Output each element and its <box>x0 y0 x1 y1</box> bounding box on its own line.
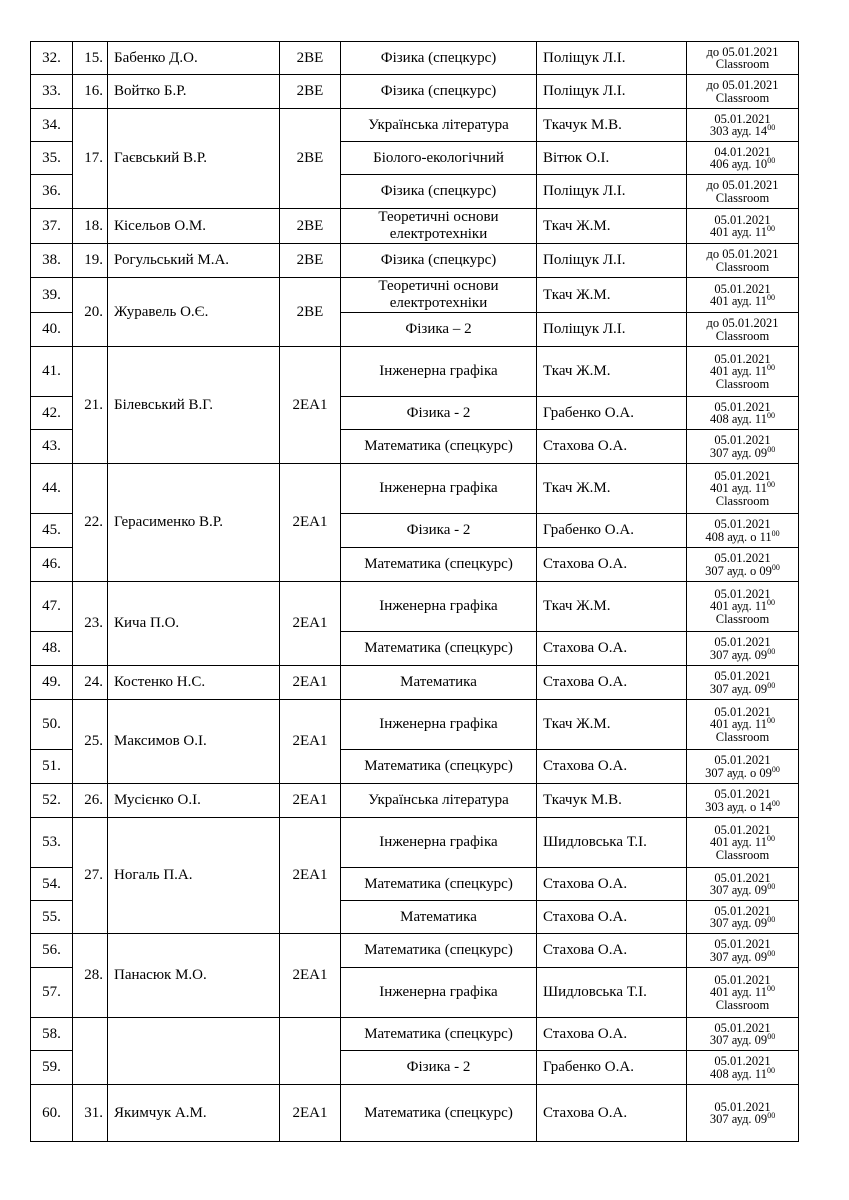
time-minutes-superscript: 00 <box>767 444 776 454</box>
date-location-cell <box>687 347 799 397</box>
student-index-cell: 18. <box>73 209 108 244</box>
room-time-line <box>689 680 796 696</box>
time-minutes-superscript: 00 <box>767 680 776 690</box>
student-name-cell: Панасюк М.О. <box>108 934 280 1018</box>
group-cell: 2ВЕ <box>280 109 341 209</box>
student-index-cell <box>73 1018 108 1085</box>
row-number-cell: 40. <box>31 313 73 347</box>
student-name-cell: Кича П.О. <box>108 582 280 666</box>
room-time-text: 307 ауд. 09 <box>709 1112 768 1126</box>
row-number-cell: 44. <box>31 464 73 514</box>
room-time-text: 401 ауд. 11 <box>710 481 767 496</box>
date-location-cell <box>687 784 799 818</box>
group-cell: 2ВЕ <box>280 209 341 244</box>
subject-cell: Математика <box>341 666 537 700</box>
subject-cell: Математика (спецкурс) <box>341 1085 537 1142</box>
teacher-cell: Поліщук Л.І. <box>537 42 687 75</box>
room-time-line <box>689 58 796 71</box>
student-name-cell: Бабенко Д.О. <box>108 42 280 75</box>
subject-cell: Українська література <box>341 784 537 818</box>
time-minutes-superscript: 00 <box>766 716 775 726</box>
teacher-cell: Грабенко О.А. <box>537 1051 687 1085</box>
subject-cell: Біолого-екологічний <box>341 142 537 175</box>
time-minutes-superscript: 00 <box>766 598 775 608</box>
teacher-cell: Вітюк О.І. <box>537 142 687 175</box>
date-location-cell <box>687 750 799 784</box>
room-time-line <box>689 192 796 205</box>
teacher-cell: Шидловська Т.І. <box>537 818 687 868</box>
platform-line: Classroom <box>715 729 770 744</box>
time-minutes-superscript: 00 <box>767 1031 776 1041</box>
group-cell: 2ВЕ <box>280 278 341 347</box>
time-minutes-superscript: 00 <box>766 834 775 844</box>
room-time-text: Classroom <box>715 259 770 274</box>
date-location-cell <box>687 514 799 548</box>
student-index-cell: 21. <box>73 347 108 464</box>
row-number-cell: 49. <box>31 666 73 700</box>
group-cell: 2ЕА1 <box>280 818 341 934</box>
student-index-cell: 20. <box>73 278 108 347</box>
room-time-text: 401 ауд. 11 <box>710 835 767 850</box>
teacher-cell: Грабенко О.А. <box>537 397 687 430</box>
date-location-cell <box>687 313 799 347</box>
teacher-cell: Стахова О.А. <box>537 632 687 666</box>
date-line: 05.01.2021 <box>714 1054 771 1068</box>
subject-cell: Інженерна графіка <box>341 582 537 632</box>
group-cell: 2ЕА1 <box>280 347 341 464</box>
room-time-line <box>689 881 796 897</box>
room-time-text: 401 ауд. 11 <box>710 294 767 308</box>
subject-cell: Математика (спецкурс) <box>341 934 537 968</box>
student-index-cell: 27. <box>73 818 108 934</box>
row-number-cell: 52. <box>31 784 73 818</box>
date-location-cell <box>687 968 799 1018</box>
date-line: 05.01.2021 <box>714 1020 771 1035</box>
date-line: 05.01.2021 <box>714 787 771 801</box>
table-row <box>31 666 799 700</box>
date-location-cell <box>687 175 799 209</box>
room-time-text: 303 ауд. 14 <box>709 124 768 138</box>
time-minutes-superscript: 00 <box>771 764 780 774</box>
subject-cell: Математика <box>341 901 537 934</box>
date-line: до 05.01.2021 <box>706 316 779 330</box>
room-time-text: 307 ауд. 09 <box>709 445 768 460</box>
row-number-cell: 57. <box>31 968 73 1018</box>
room-time-text: Classroom <box>715 57 770 71</box>
room-time-text: 307 ауд. о 09 <box>705 765 772 780</box>
date-location-cell <box>687 142 799 175</box>
time-minutes-superscript: 00 <box>766 984 775 994</box>
row-number-cell: 37. <box>31 209 73 244</box>
date-location-cell <box>687 209 799 244</box>
room-time-line <box>689 798 796 814</box>
student-name-cell: Герасименко В.Р. <box>108 464 280 582</box>
date-line: до 05.01.2021 <box>706 78 779 92</box>
time-minutes-superscript: 00 <box>766 292 775 302</box>
platform-line: Classroom <box>715 847 770 862</box>
student-name-cell <box>108 1018 280 1085</box>
teacher-cell: Стахова О.А. <box>537 750 687 784</box>
row-number-cell: 59. <box>31 1051 73 1085</box>
row-number-cell: 54. <box>31 868 73 901</box>
teacher-cell: Стахова О.А. <box>537 548 687 582</box>
student-index-cell: 26. <box>73 784 108 818</box>
row-number-cell: 47. <box>31 582 73 632</box>
date-location-cell <box>687 700 799 750</box>
date-location-cell <box>687 109 799 142</box>
student-index-cell: 17. <box>73 109 108 209</box>
date-line: 05.01.2021 <box>714 704 771 719</box>
student-index-cell: 16. <box>73 75 108 109</box>
teacher-cell: Стахова О.А. <box>537 868 687 901</box>
subject-cell: Математика (спецкурс) <box>341 430 537 464</box>
date-line: до 05.01.2021 <box>706 178 779 192</box>
room-time-text: Classroom <box>715 90 770 105</box>
date-line: до 05.01.2021 <box>706 44 779 59</box>
room-time-text: 408 ауд. о 11 <box>705 529 772 544</box>
date-location-cell <box>687 582 799 632</box>
subject-cell: Інженерна графіка <box>341 347 537 397</box>
subject-cell: Математика (спецкурс) <box>341 750 537 784</box>
time-minutes-superscript: 00 <box>766 223 775 233</box>
row-number-cell: 53. <box>31 818 73 868</box>
subject-cell: Фізика - 2 <box>341 514 537 548</box>
room-time-line <box>689 365 796 378</box>
date-location-cell <box>687 901 799 934</box>
room-time-text: 307 ауд. 09 <box>709 949 768 964</box>
group-cell: 2ЕА1 <box>280 784 341 818</box>
time-minutes-superscript: 00 <box>767 155 776 165</box>
table-row <box>31 818 799 868</box>
table-row <box>31 934 799 968</box>
row-number-cell: 42. <box>31 397 73 430</box>
subject-cell: Фізика (спецкурс) <box>341 42 537 75</box>
room-time-text: 408 ауд. 11 <box>710 1066 767 1081</box>
time-minutes-superscript: 00 <box>767 646 776 656</box>
row-number-cell: 32. <box>31 42 73 75</box>
date-line: 05.01.2021 <box>714 399 771 414</box>
teacher-cell: Стахова О.А. <box>537 1018 687 1051</box>
student-name-cell: Ногаль П.А. <box>108 818 280 934</box>
room-time-line <box>689 562 796 578</box>
date-location-cell <box>687 397 799 430</box>
room-time-line <box>689 330 796 343</box>
date-line: 05.01.2021 <box>714 870 771 885</box>
group-cell: 2ВЕ <box>280 75 341 109</box>
row-number-cell: 34. <box>31 109 73 142</box>
subject-cell: Математика (спецкурс) <box>341 868 537 901</box>
room-time-line <box>689 1031 796 1047</box>
student-index-cell: 28. <box>73 934 108 1018</box>
platform-line: Classroom <box>715 376 770 391</box>
row-number-cell: 50. <box>31 700 73 750</box>
student-index-cell: 25. <box>73 700 108 784</box>
subject-cell: Фізика - 2 <box>341 1051 537 1085</box>
time-minutes-superscript: 00 <box>767 881 776 891</box>
date-line: 05.01.2021 <box>714 351 771 366</box>
time-minutes-superscript: 00 <box>771 562 780 572</box>
platform-line: Classroom <box>715 997 770 1012</box>
time-minutes-superscript: 00 <box>771 528 780 538</box>
date-location-cell <box>687 464 799 514</box>
date-line: 05.01.2021 <box>714 586 771 601</box>
room-time-line <box>689 1110 796 1126</box>
time-minutes-superscript: 00 <box>766 480 775 490</box>
table-row <box>31 582 799 632</box>
room-time-line <box>689 261 796 274</box>
room-time-line <box>689 764 796 780</box>
subject-cell: Інженерна графіка <box>341 700 537 750</box>
teacher-cell: Поліщук Л.І. <box>537 175 687 209</box>
subject-cell: Математика (спецкурс) <box>341 548 537 582</box>
date-line: 05.01.2021 <box>714 468 771 483</box>
room-time-line <box>689 600 796 613</box>
subject-cell: Фізика - 2 <box>341 397 537 430</box>
room-time-text: 401 ауд. 11 <box>710 364 767 379</box>
row-number-cell: 46. <box>31 548 73 582</box>
room-time-line <box>689 122 796 138</box>
date-line: 05.01.2021 <box>714 972 771 987</box>
time-minutes-superscript: 00 <box>767 914 776 924</box>
teacher-cell: Грабенко О.А. <box>537 514 687 548</box>
room-time-line <box>689 986 796 999</box>
student-index-cell: 24. <box>73 666 108 700</box>
student-name-cell: Якимчук А.М. <box>108 1085 280 1142</box>
table-row <box>31 109 799 142</box>
teacher-cell: Стахова О.А. <box>537 666 687 700</box>
room-time-line <box>689 92 796 105</box>
date-location-cell <box>687 1051 799 1085</box>
row-number-cell: 51. <box>31 750 73 784</box>
date-line: 04.01.2021 <box>714 144 771 159</box>
student-name-cell: Рогульський М.А. <box>108 244 280 278</box>
subject-cell: Математика (спецкурс) <box>341 1018 537 1051</box>
teacher-cell: Стахова О.А. <box>537 1085 687 1142</box>
teacher-cell: Ткач Ж.М. <box>537 582 687 632</box>
teacher-cell: Стахова О.А. <box>537 901 687 934</box>
subject-cell: Фізика (спецкурс) <box>341 244 537 278</box>
date-location-cell <box>687 868 799 901</box>
group-cell: 2ВЕ <box>280 42 341 75</box>
row-number-cell: 60. <box>31 1085 73 1142</box>
teacher-cell: Поліщук Л.І. <box>537 75 687 109</box>
room-time-line <box>689 948 796 964</box>
room-time-text: 307 ауд. 09 <box>709 681 768 696</box>
table-row <box>31 244 799 278</box>
room-time-line <box>689 914 796 930</box>
teacher-cell: Стахова О.А. <box>537 934 687 968</box>
date-location-cell <box>687 666 799 700</box>
student-index-cell: 22. <box>73 464 108 582</box>
date-location-cell <box>687 548 799 582</box>
student-name-cell: Максимов О.І. <box>108 700 280 784</box>
group-cell: 2ЕА1 <box>280 666 341 700</box>
time-minutes-superscript: 00 <box>767 948 776 958</box>
room-time-line <box>689 482 796 495</box>
table-row <box>31 464 799 514</box>
date-line: 05.01.2021 <box>714 903 771 918</box>
row-number-cell: 33. <box>31 75 73 109</box>
time-minutes-superscript: 00 <box>766 1065 775 1075</box>
student-name-cell: Журавель О.Є. <box>108 278 280 347</box>
room-time-line <box>689 410 796 426</box>
group-cell: 2ЕА1 <box>280 464 341 582</box>
room-time-text: 307 ауд. о 09 <box>705 563 772 578</box>
row-number-cell: 35. <box>31 142 73 175</box>
row-number-cell: 36. <box>31 175 73 209</box>
room-time-text: 401 ауд. 11 <box>710 225 767 239</box>
teacher-cell: Ткачук М.В. <box>537 109 687 142</box>
room-time-line <box>689 223 796 239</box>
room-time-line <box>689 1065 796 1081</box>
date-line: 05.01.2021 <box>714 822 771 837</box>
date-location-cell <box>687 42 799 75</box>
table-row <box>31 784 799 818</box>
exam-schedule-table <box>30 41 799 1142</box>
date-location-cell <box>687 632 799 666</box>
date-line: 05.01.2021 <box>714 517 771 531</box>
row-number-cell: 38. <box>31 244 73 278</box>
table-row <box>31 700 799 750</box>
date-line: 05.01.2021 <box>714 433 771 447</box>
group-cell: 2ЕА1 <box>280 934 341 1018</box>
date-line: 05.01.2021 <box>714 111 771 126</box>
room-time-text: 401 ауд. 11 <box>710 599 767 614</box>
room-time-text: 303 ауд. о 14 <box>705 799 772 814</box>
student-index-cell: 19. <box>73 244 108 278</box>
room-time-line <box>689 718 796 731</box>
date-line: 05.01.2021 <box>714 937 771 951</box>
teacher-cell: Ткач Ж.М. <box>537 278 687 313</box>
table-row <box>31 1018 799 1051</box>
subject-cell: Фізика – 2 <box>341 313 537 347</box>
subject-cell: Інженерна графіка <box>341 968 537 1018</box>
group-cell: 2ЕА1 <box>280 700 341 784</box>
teacher-cell: Ткачук М.В. <box>537 784 687 818</box>
room-time-text: 307 ауд. 09 <box>709 916 768 930</box>
room-time-text: 307 ауд. 09 <box>709 647 768 662</box>
row-number-cell: 41. <box>31 347 73 397</box>
date-line: 05.01.2021 <box>714 635 771 649</box>
student-name-cell: Костенко Н.С. <box>108 666 280 700</box>
room-time-line <box>689 292 796 308</box>
platform-line: Classroom <box>715 493 770 508</box>
student-name-cell: Войтко Б.Р. <box>108 75 280 109</box>
student-name-cell: Мусієнко О.І. <box>108 784 280 818</box>
row-number-cell: 56. <box>31 934 73 968</box>
teacher-cell: Поліщук Л.І. <box>537 313 687 347</box>
table-row <box>31 278 799 313</box>
table-row <box>31 75 799 109</box>
time-minutes-superscript: 00 <box>767 1110 776 1120</box>
date-location-cell <box>687 818 799 868</box>
student-index-cell: 15. <box>73 42 108 75</box>
subject-cell: Українська література <box>341 109 537 142</box>
student-index-cell: 23. <box>73 582 108 666</box>
time-minutes-superscript: 00 <box>766 363 775 373</box>
table-row <box>31 42 799 75</box>
group-cell: 2ЕА1 <box>280 582 341 666</box>
date-location-cell <box>687 244 799 278</box>
teacher-cell: Шидловська Т.І. <box>537 968 687 1018</box>
room-time-text: 307 ауд. 09 <box>709 883 768 897</box>
date-location-cell <box>687 934 799 968</box>
date-line: 05.01.2021 <box>714 1099 771 1114</box>
date-location-cell <box>687 1018 799 1051</box>
room-time-text: 401 ауд. 11 <box>710 985 767 1000</box>
date-line: 05.01.2021 <box>714 669 771 683</box>
platform-line: Classroom <box>715 611 770 626</box>
date-location-cell <box>687 1085 799 1142</box>
table-row <box>31 347 799 397</box>
room-time-text: 408 ауд. 11 <box>710 412 767 426</box>
subject-cell: Теоретичні основи електротехніки <box>341 278 537 313</box>
time-minutes-superscript: 00 <box>767 122 776 132</box>
room-time-line <box>689 836 796 849</box>
student-name-cell: Білевський В.Г. <box>108 347 280 464</box>
date-line: до 05.01.2021 <box>706 247 779 261</box>
subject-cell: Теоретичні основи електротехніки <box>341 209 537 244</box>
row-number-cell: 55. <box>31 901 73 934</box>
teacher-cell: Ткач Ж.М. <box>537 464 687 514</box>
date-line: 05.01.2021 <box>714 551 771 565</box>
date-location-cell <box>687 430 799 464</box>
student-name-cell: Кісельов О.М. <box>108 209 280 244</box>
subject-cell: Інженерна графіка <box>341 818 537 868</box>
room-time-line <box>689 528 796 544</box>
date-line: 05.01.2021 <box>714 753 771 767</box>
table-row <box>31 209 799 244</box>
room-time-text: 307 ауд. 09 <box>709 1033 768 1047</box>
group-cell: 2ЕА1 <box>280 1085 341 1142</box>
row-number-cell: 48. <box>31 632 73 666</box>
row-number-cell: 43. <box>31 430 73 464</box>
student-index-cell: 31. <box>73 1085 108 1142</box>
teacher-cell: Ткач Ж.М. <box>537 700 687 750</box>
room-time-line <box>689 646 796 662</box>
room-time-line <box>689 155 796 171</box>
subject-cell: Математика (спецкурс) <box>341 632 537 666</box>
student-name-cell: Гаєвський В.Р. <box>108 109 280 209</box>
group-cell <box>280 1018 341 1085</box>
subject-cell: Інженерна графіка <box>341 464 537 514</box>
date-line: 05.01.2021 <box>714 212 771 227</box>
row-number-cell: 39. <box>31 278 73 313</box>
room-time-text: 401 ауд. 11 <box>710 717 767 732</box>
teacher-cell: Ткач Ж.М. <box>537 209 687 244</box>
room-time-text: Classroom <box>715 190 770 205</box>
group-cell: 2ВЕ <box>280 244 341 278</box>
teacher-cell: Ткач Ж.М. <box>537 347 687 397</box>
room-time-text: 406 ауд. 10 <box>709 157 768 171</box>
subject-cell: Фізика (спецкурс) <box>341 175 537 209</box>
room-time-line <box>689 444 796 460</box>
time-minutes-superscript: 00 <box>771 798 780 808</box>
teacher-cell: Стахова О.А. <box>537 430 687 464</box>
table-row <box>31 1085 799 1142</box>
teacher-cell: Поліщук Л.І. <box>537 244 687 278</box>
time-minutes-superscript: 00 <box>766 410 775 420</box>
subject-cell: Фізика (спецкурс) <box>341 75 537 109</box>
row-number-cell: 58. <box>31 1018 73 1051</box>
date-line: 05.01.2021 <box>714 281 771 296</box>
row-number-cell: 45. <box>31 514 73 548</box>
date-location-cell <box>687 75 799 109</box>
room-time-text: Classroom <box>715 328 770 343</box>
date-location-cell <box>687 278 799 313</box>
